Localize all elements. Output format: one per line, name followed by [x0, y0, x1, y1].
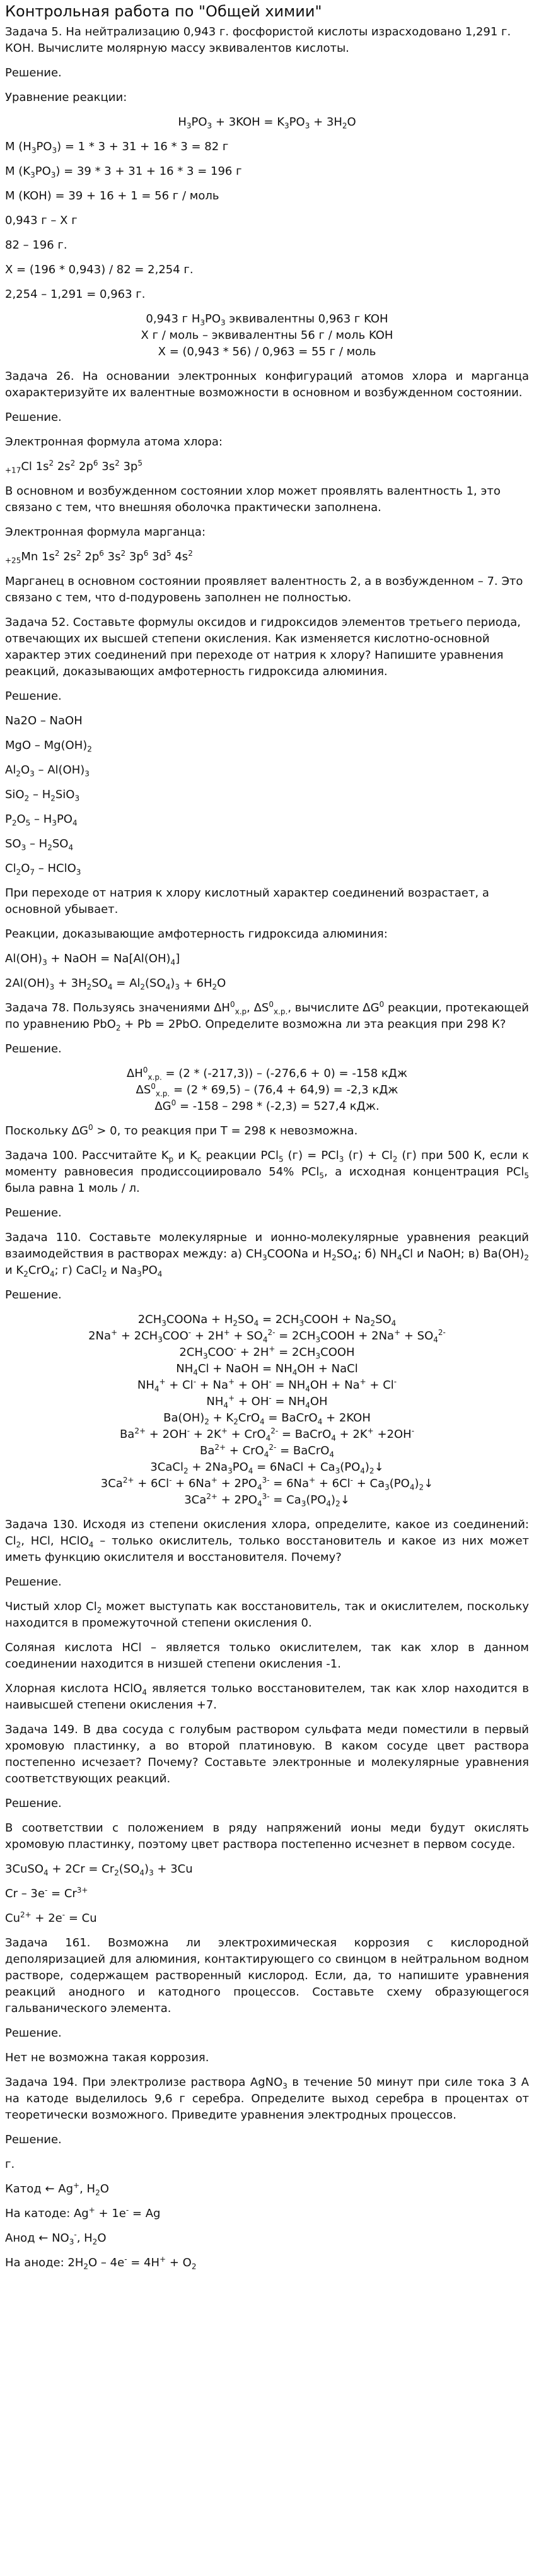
text-paragraph: Решение. — [5, 1042, 62, 1056]
text-paragraph: Чистый хлор $Cl_2$ может выступать как восстановитель, так и окислителем, поскольку находится в промежуточной степени окисления 0. — [5, 1600, 529, 1630]
text-paragraph: Решение. — [5, 411, 62, 424]
formula-line: 3CaCl$_2$ + $2Na_3PO_4$ = 6NaCl + $Ca_3(PO_4)_2↓$ — [150, 1461, 384, 1476]
text-paragraph: $H_3PO_3 + 3KOH = K_3PO_3 + 3H_2O$ — [178, 115, 356, 131]
text-paragraph: $Cl_2O_7$ – HClO$_3$ — [5, 862, 81, 877]
text-paragraph: MgO – $Mg(OH)_2$ — [5, 739, 92, 754]
text-paragraph: $2Al(OH)_3 + 3H_2SO_4 = Al_2(SO_4)_3 + 6H_2O$ — [5, 977, 226, 992]
text-paragraph: 2,254 – 1,291 = 0,963 г. — [5, 288, 146, 301]
text-paragraph: $_{+17}$Cl $1s^2$ $2s^2$ $2p^6$ $3s^2$ $3p^5$ — [5, 459, 142, 475]
text-paragraph: Анод ← $NO_3^-$, $H_2O$ — [5, 2230, 107, 2247]
text-paragraph: Задача 110. Составьте молекулярные и ионно-молекулярные уравнения реакций взаимодействия в растворах между: а) $CH_3COONa$ и $H_2SO_4$; б) $NH_4Cl$ и NaOH; в) $Ba(OH)_2$ и $K_2CrO_4$; г) CaCl$_2$ и $Na_3PO_4$ — [5, 1231, 529, 1279]
text-paragraph: Решение. — [5, 2133, 62, 2146]
text-paragraph: Соляная кислота HCl – является только окислителем, так как хлор в данном соединении находится в низшей степени окисления -1. — [5, 1641, 529, 1671]
text-paragraph: Решение. — [5, 1206, 62, 1220]
text-paragraph: $_{+25}$Mn $1s^2$ $2s^2$ $2p^6$ $3s^2$ $3p^6$ $3d^5$ $4s^2$ — [5, 549, 193, 565]
formula-line: $NH_4^+ + OH^- = NH_4OH$ — [206, 1394, 328, 1410]
text-paragraph: Задача 161. Возможна ли электрохимическая коррозия с кислородной деполяризацией для алюминия, контактирующего со свинцом в нейтральном водном растворе, содержащем растворенный кислород. Если, да, то напишите уравнения реакций анодного и катодного процессов. Составьте схему образующегося гальванического элемента. — [5, 1936, 529, 2015]
formula-line: $2Na^+ + 2CH_3COO^- + 2H^+ + SO_4^{2-}$ = $2CH_3COOH + 2Na^+ + SO_4^{2-}$ — [88, 1328, 446, 1344]
formula-line: $\Delta S^0_{х.р.} = (2 * 69,5) - (76,4 + 64,9) = -2,3$ кДж — [136, 1082, 398, 1098]
text-paragraph: На катоде: Ag+ + 1e- = Ag — [5, 2206, 161, 2220]
text-paragraph: Нет не возможна такая коррозия. — [5, 2051, 209, 2064]
text-paragraph: X = (196 * 0,943) / 82 = 2,254 г. — [5, 263, 194, 276]
text-paragraph: Задача 26. На основании электронных конфигураций атомов хлора и марганца охарактеризуйте их валентные возможности в основном и возбужденном состоянии. — [5, 370, 529, 399]
formula-line: $3Ca^{2+} + 2PO_4^{3-}$ = $Ca_3(PO_4)_2↓$ — [184, 1492, 350, 1509]
text-paragraph: 0,943 г – X г — [5, 214, 78, 227]
formula-line: $\Delta G^0 = -158 - 298 * (-2,3) = 527,4$ кДж. — [154, 1098, 380, 1113]
text-paragraph: Решение. — [5, 1797, 62, 1810]
text-paragraph: $SiO_2 - H_2SiO_3$ — [5, 788, 80, 803]
formula-line: X = (0,943 * 56) / 0,963 = 55 г / моль — [158, 345, 376, 358]
text-paragraph: 3CuSO$_4$ + $2Cr = Cr_2(SO_4)_3 + 3Cu$ — [5, 1862, 193, 1878]
text-paragraph: В основном и возбужденном состоянии хлор может проявлять валентность 1, это связано с тем, что внешняя оболочка практически заполнена. — [5, 485, 501, 514]
text-paragraph: Na2O – NaOH — [5, 714, 83, 727]
formula-line: $NH_4Cl$ + NaOH = $NH_4OH$ + NaCl — [176, 1362, 358, 1377]
formula-block — [5, 311, 529, 360]
text-paragraph: Задача 78. Пользуясь значениями $\Delta H^0_{х.р}$, $\Delta S^0_{х.р.}$, вычислите $\Delta G^0$ реакции, протекающей по уравнению PbO$_2$ + Pb = 2PbO. Определите возможна ли эта реакция при 298 К? — [5, 1000, 529, 1033]
text-paragraph: Хлорная кислота HClO$_4$ является только восстановителем, так как хлор находится в наивысшей степени окисления +7. — [5, 1682, 529, 1712]
text-paragraph: Электронная формула марганца: — [5, 526, 206, 539]
text-paragraph: Электронная формула атома хлора: — [5, 435, 223, 449]
text-paragraph: На аноде: $2H_2O - 4e^- = 4H^+ + O_2$ — [5, 2255, 197, 2271]
text-paragraph: $Al_2O_3 - Al(OH)_3$ — [5, 763, 90, 779]
formula-line: $2CH_3COO^- + 2H^+$ = $2CH_3COOH$ — [179, 1344, 355, 1361]
text-paragraph: Решение. — [5, 690, 62, 703]
formula-block — [5, 1066, 529, 1115]
formula-line: $Ba^{2+} + CrO_4^{2-}$ = BaCrO$_4$ — [199, 1443, 335, 1459]
text-paragraph: Задача 194. При электролизе раствора AgNO$_3$ в течение 50 минут при силе тока 3 А на катоде выделилось 9,6 г серебра. Определите выход серебра в процентах от теоретически возможного. Приведите уравнения электродных процессов. — [5, 2076, 530, 2122]
formula-line: $Ba^{2+} + 2OH^- + 2K^+ + CrO_4^{2-}$ = BaCrO$_4$ + 2K+ +2OH- — [119, 1426, 415, 1443]
text-paragraph: Задача 5. На нейтрализацию 0,943 г. фосфористой кислоты израсходовано 1,291 г. КОН. Вычислите молярную массу эквивалентов кислоты. — [5, 25, 511, 55]
text-paragraph: Решение. — [5, 1575, 62, 1589]
text-paragraph: 82 – 196 г. — [5, 238, 67, 252]
text-paragraph: Задача 100. Рассчитайте $K_p$ и $K_c$ реакции PCl$_5$ (г) = PCl$_3$ $(г) + Cl_2$ (г) при 500 К, если к моменту равновесия продиссоциировало 54% PCl$_5$, а исходная концентрация PCl$_5$ была равна 1 моль / л. — [5, 1149, 529, 1195]
formula-line: 0,943 г $H_3PO_3$ эквивалентны 0,963 г KOH — [146, 312, 388, 327]
text-paragraph: $P_2O_5 - H_3PO_4$ — [5, 813, 78, 828]
text-paragraph: Решение. — [5, 66, 62, 79]
formula-line: X г / моль – эквивалентны 56 г / моль KOH — [141, 329, 393, 342]
text-paragraph: $Al(OH)_3$ + NaOH = $Na[Al(OH)_4]$ — [5, 952, 180, 967]
text-paragraph: Задача 149. В два сосуда с голубым раствором сульфата меди поместили в первый хромовую пластинку, а во второй платиновую. В каком сосуде цвет раствора постепенно исчезает? Почему? Составьте электронные и молекулярные уравнения соответствующих реакций. — [5, 1723, 529, 1785]
formula-block — [5, 1312, 529, 1509]
formula-line: $2CH_3COONa + H_2SO_4$ = $2CH_3COOH + Na_2SO_4$ — [137, 1313, 397, 1328]
text-paragraph: $SO_3 - H_2SO_4$ — [5, 837, 74, 852]
page-title: Контрольная работа по "Общей химии" — [5, 3, 322, 20]
document-body — [5, 24, 529, 2271]
text-paragraph: $Cr - 3e^- = Cr^{3+}$ — [5, 1886, 88, 1900]
text-paragraph: Задача 52. Составьте формулы оксидов и гидроксидов элементов третьего периода, отвечающих их высшей степени окисления. Как изменяется кислотно-основной характер этих соединений при переходе от натрия к хлору? Напишите уравнения реакций, доказывающих амфотерность гидроксида алюминия. — [5, 616, 521, 678]
text-paragraph: г. — [5, 2158, 15, 2171]
formula-line: $Ba(OH)_2 + K_2CrO_4$ = BaCrO$_4$ + 2KOH — [163, 1411, 371, 1426]
formula-line: $NH_4^+ + Cl^- + Na^+ + OH^- = NH_4OH + Na^+ + Cl^-$ — [137, 1377, 397, 1394]
text-paragraph: Поскольку $\Delta G^0 > 0$, то реакция при T = 298 к невозможна. — [5, 1123, 358, 1138]
text-paragraph: $Cu^{2+} + 2e^- = Cu$ — [5, 1910, 97, 1925]
text-paragraph: Задача 130. Исходя из степени окисления хлора, определите, какое из соединений: $Cl_2$, HCl, HClO$_4$ – только окислитель, только восстановитель и какое из них может иметь функцию окислителя и восстановителя. Почему? — [5, 1518, 529, 1564]
text-paragraph: В соответствии с положением в ряду напряжений ионы меди будут окислять хромовую пластинку, поэтому цвет раствора постепенно исчезнет в первом сосуде. — [5, 1821, 529, 1851]
text-paragraph: Решение. — [5, 2026, 62, 2040]
text-paragraph: Решение. — [5, 1288, 62, 1302]
text-paragraph: При переходе от натрия к хлору кислотный характер соединений возрастает, а основной убывает. — [5, 886, 489, 916]
text-paragraph: Реакции, доказывающие амфотерность гидроксида алюминия: — [5, 927, 388, 941]
text-paragraph: M $(H_3PO_3) = 1 * 3 + 31 + 16 * 3 = 82$ г — [5, 140, 229, 155]
formula-line: $\Delta H^0_{х.р.} = (2 * (-217,3)) - (-276,6 + 0) = -158$ кДж — [126, 1066, 408, 1082]
text-paragraph: Уравнение реакции: — [5, 91, 127, 104]
text-paragraph: Катод ← Ag+, $H_2O$ — [5, 2181, 109, 2197]
text-paragraph: M (KOH) = 39 + 16 + 1 = 56 г / моль — [5, 189, 219, 203]
text-paragraph: M $(K_3PO_3) = 39 * 3 + 31 + 16 * 3 = 196$ г — [5, 165, 242, 180]
text-paragraph: Марганец в основном состоянии проявляет валентность 2, а в возбужденном – 7. Это связано с тем, что d-подуровень заполнен не полностью. — [5, 575, 523, 604]
formula-line: $3Ca^{2+} + 6Cl^- + 6Na^+ + 2PO_4^{3-} = 6Na^+ + 6Cl^-$ + $Ca_3(PO_4)_2↓$ — [100, 1476, 434, 1492]
